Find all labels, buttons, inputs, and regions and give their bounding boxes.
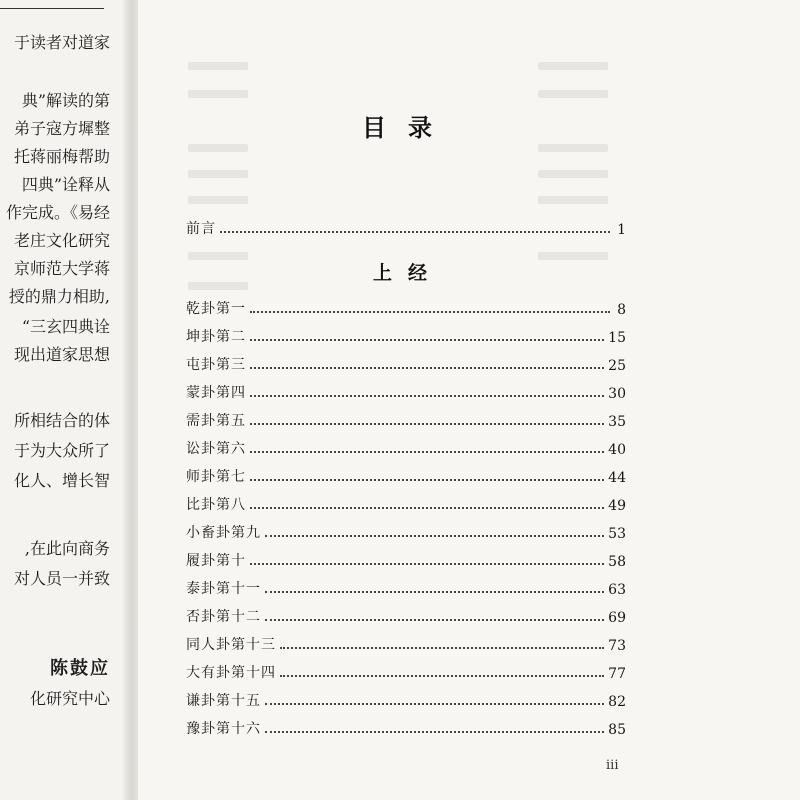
left-page-line: 于读者对道家 — [13, 33, 110, 52]
toc-leader-dots — [250, 562, 604, 565]
toc-entry-label: 师卦第七 — [186, 469, 246, 485]
toc-entry-label: 比卦第八 — [186, 497, 246, 513]
left-page-signature: 陈鼓应 — [50, 658, 110, 679]
left-page-line: “三玄四典诠 — [21, 317, 110, 336]
left-page-line: 授的鼎力相助, — [8, 287, 110, 306]
left-page-line: 弟子寇方墀整 — [13, 119, 110, 138]
left-page-top-rule — [0, 8, 104, 9]
toc-entry-label: 同人卦第十三 — [186, 637, 276, 653]
toc-row[interactable] — [186, 406, 626, 430]
left-page-line: 化人、增长智 — [13, 471, 110, 490]
toc-leader-dots — [280, 674, 604, 677]
show-through-line — [538, 144, 608, 152]
toc-entry-page: 49 — [608, 498, 626, 514]
show-through-line — [188, 144, 248, 152]
toc-leader-dots — [265, 590, 604, 593]
toc-leader-dots — [265, 730, 604, 733]
toc-entry-label: 大有卦第十四 — [186, 665, 276, 681]
toc-entry-page: 25 — [608, 358, 626, 374]
show-through-line — [538, 170, 608, 178]
toc-row[interactable] — [186, 490, 626, 514]
left-page-line: 于为大众所了 — [13, 441, 110, 460]
toc-leader-dots — [280, 646, 604, 649]
toc-entry-label: 屯卦第三 — [186, 357, 246, 373]
left-page-line: 托蒋丽梅帮助 — [13, 147, 110, 166]
toc-entry-label: 蒙卦第四 — [186, 385, 246, 401]
toc-row[interactable] — [186, 602, 626, 626]
left-page-line: 作完成。《易经 — [5, 203, 110, 222]
show-through-line — [188, 90, 248, 98]
left-page-line: 老庄文化研究 — [13, 231, 110, 250]
toc-row[interactable] — [186, 658, 626, 682]
toc-row[interactable] — [186, 378, 626, 402]
toc-entry-label: 履卦第十 — [186, 553, 246, 569]
toc-entry-page: 58 — [608, 554, 626, 570]
toc-row[interactable] — [186, 518, 626, 542]
toc-leader-dots — [250, 366, 604, 369]
toc-row[interactable] — [186, 630, 626, 654]
toc-entry-page: 40 — [608, 442, 626, 458]
right-page — [138, 0, 800, 800]
show-through-line — [188, 196, 248, 204]
section-title: 上经 — [372, 262, 443, 284]
toc-entry-page: 69 — [608, 610, 626, 626]
toc-entry-page: 35 — [608, 414, 626, 430]
toc-leader-dots — [250, 338, 604, 341]
toc-row[interactable] — [186, 686, 626, 710]
toc-entry-label: 泰卦第十一 — [186, 581, 261, 597]
toc-leader-dots — [250, 394, 604, 397]
toc-entry-page: 63 — [608, 582, 626, 598]
toc-row[interactable] — [186, 322, 626, 346]
toc-entry-label: 豫卦第十六 — [186, 721, 261, 737]
toc-row[interactable] — [186, 294, 626, 318]
toc-entry-page: 85 — [608, 722, 626, 738]
toc-leader-dots — [250, 310, 610, 313]
toc-row[interactable] — [186, 546, 626, 570]
toc-leader-dots — [265, 702, 604, 705]
page-number: iii — [606, 758, 619, 773]
show-through-line — [538, 196, 608, 204]
toc-entry-page: 77 — [608, 666, 626, 682]
toc-entry-page: 82 — [608, 694, 626, 710]
toc-entry-page: 53 — [608, 526, 626, 542]
left-page — [0, 0, 128, 800]
toc-leader-dots — [220, 230, 610, 233]
toc-entry-label: 谦卦第十五 — [186, 693, 261, 709]
left-page-line: 现出道家思想 — [13, 345, 110, 364]
show-through-line — [188, 62, 248, 70]
toc-leader-dots — [265, 534, 604, 537]
toc-entry-label: 否卦第十二 — [186, 609, 261, 625]
show-through-line — [538, 62, 608, 70]
toc-row[interactable] — [186, 462, 626, 486]
toc-row[interactable] — [186, 574, 626, 598]
toc-leader-dots — [250, 478, 604, 481]
toc-entry-page: 73 — [608, 638, 626, 654]
left-page-line: ,在此向商务 — [24, 539, 110, 558]
toc-leader-dots — [250, 450, 604, 453]
toc-row[interactable] — [186, 434, 626, 458]
toc-leader-dots — [250, 422, 604, 425]
toc-entry-label: 需卦第五 — [186, 413, 246, 429]
toc-title: 目录 — [362, 113, 454, 142]
left-page-line: 对人员一并致 — [13, 569, 110, 588]
toc-leader-dots — [265, 618, 604, 621]
toc-entry-page: 8 — [617, 302, 626, 318]
toc-entry-label: 小畜卦第九 — [186, 525, 261, 541]
left-page-line: 京师范大学蒋 — [13, 259, 110, 278]
toc-entry-page: 15 — [608, 330, 626, 346]
toc-entry-page: 1 — [617, 222, 626, 238]
toc-entry-label: 乾卦第一 — [186, 301, 246, 317]
left-page-line: 典”解读的第 — [21, 91, 110, 110]
toc-entry-label: 坤卦第二 — [186, 329, 246, 345]
toc-leader-dots — [250, 506, 604, 509]
left-page-line: 所相结合的体 — [13, 411, 110, 430]
toc-row[interactable] — [186, 714, 626, 738]
toc-entry-page: 44 — [608, 470, 626, 486]
show-through-line — [188, 170, 248, 178]
show-through-line — [538, 90, 608, 98]
toc-row-preface[interactable] — [186, 214, 626, 238]
toc-entry-page: 30 — [608, 386, 626, 402]
toc-entry-label: 前言 — [186, 221, 216, 237]
left-page-line: 四典”诠释从 — [21, 175, 110, 194]
left-page-line: 化研究中心 — [29, 689, 110, 708]
toc-entry-label: 讼卦第六 — [186, 441, 246, 457]
toc-row[interactable] — [186, 350, 626, 374]
